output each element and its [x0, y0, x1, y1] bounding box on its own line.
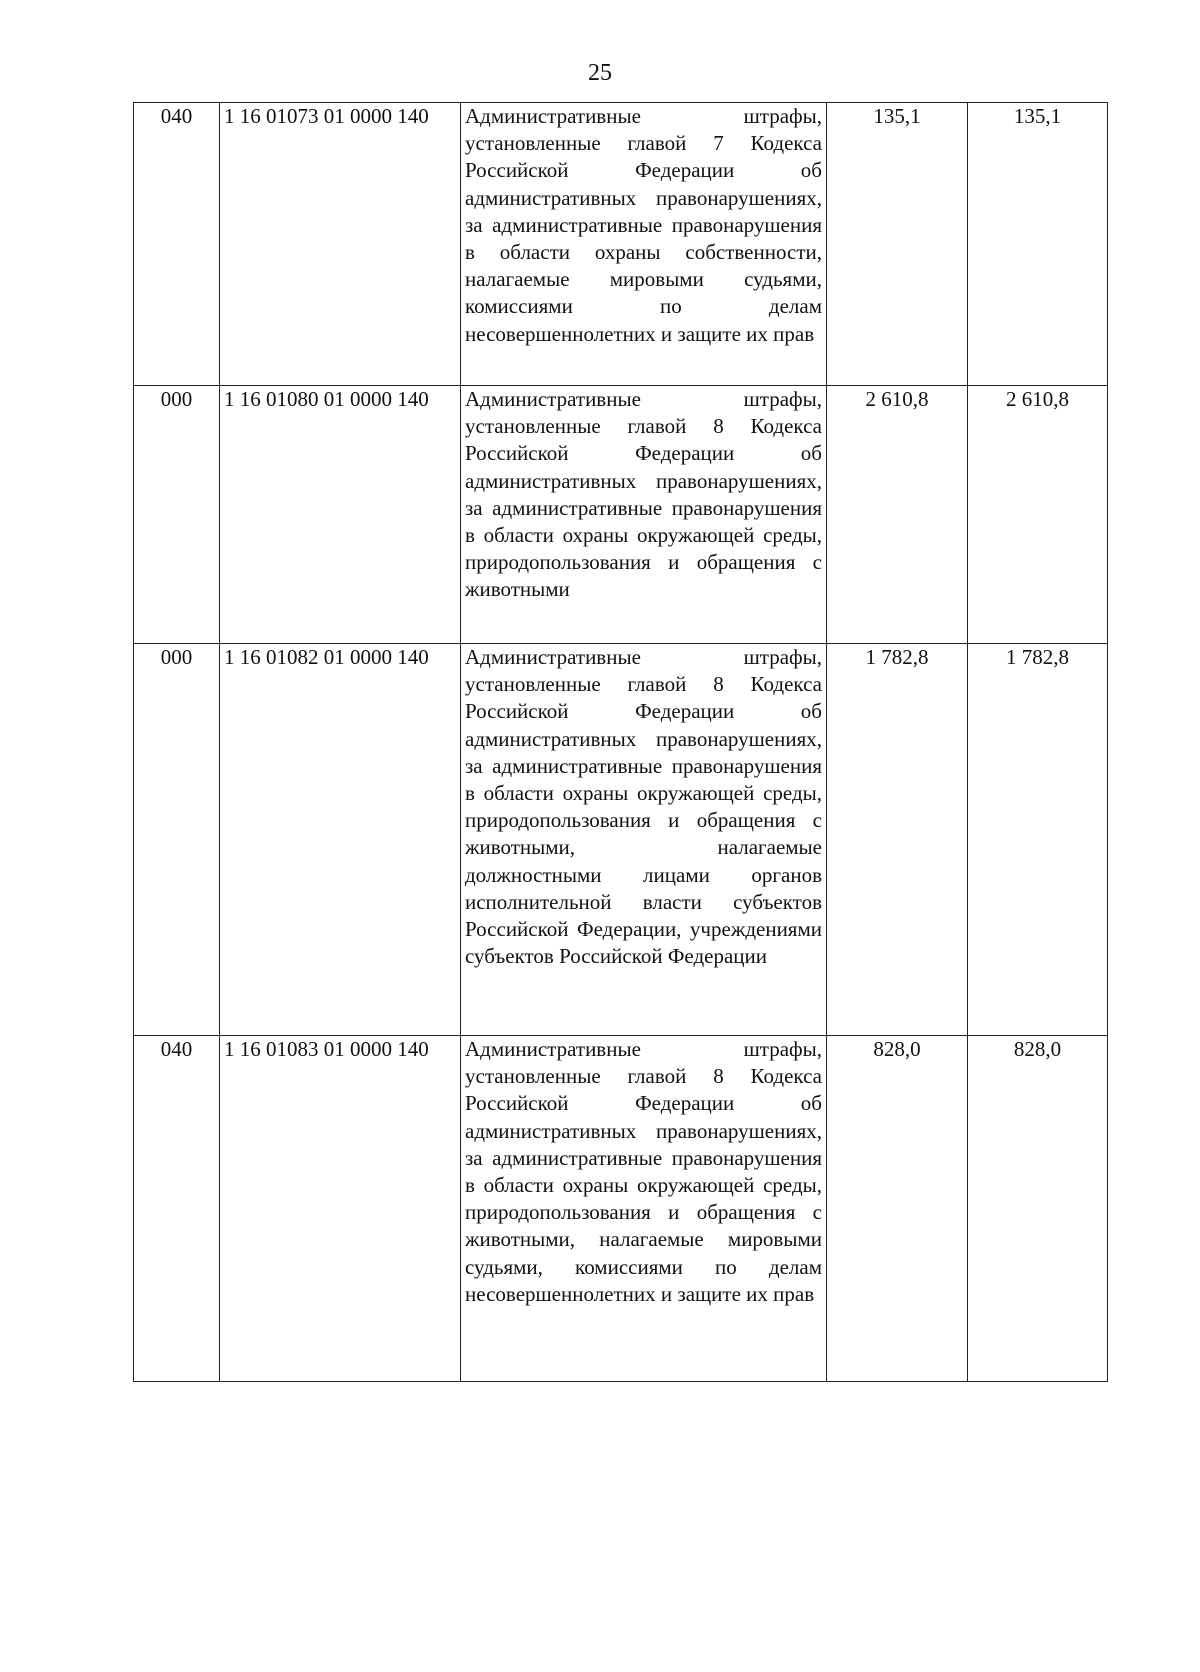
- description-cell: Административные штрафы, установленные главой 8 Кодекса Российской Федерации об административных правонарушениях, за административные правонарушения в области охраны окружающей среды, природопользования и обращения с животными, налагаемые мировыми судьями, комиссиями по делам несовершеннолетних и защите их прав: [461, 1036, 827, 1382]
- budget-code-cell: 1 16 01083 01 0000 140: [220, 1036, 461, 1382]
- description-cell: Административные штрафы, установленные главой 7 Кодекса Российской Федерации об административных правонарушениях, за административные правонарушения в области охраны собственности, налагаемые мировыми судьями, комиссиями по делам несовершеннолетних и защите их прав: [461, 103, 827, 386]
- value-1-cell: 1 782,8: [827, 644, 968, 1036]
- description-cell: Административные штрафы, установленные главой 8 Кодекса Российской Федерации об административных правонарушениях, за административные правонарушения в области охраны окружающей среды, природопользования и обращения с животными: [461, 386, 827, 644]
- admin-code-cell: 000: [134, 386, 220, 644]
- admin-code-cell: 040: [134, 103, 220, 386]
- table-row: [134, 1036, 1108, 1382]
- value-2-cell: 2 610,8: [968, 386, 1108, 644]
- page-number: 25: [588, 60, 612, 86]
- value-1-cell: 2 610,8: [827, 386, 968, 644]
- admin-code-cell: 000: [134, 644, 220, 1036]
- value-2-cell: 828,0: [968, 1036, 1108, 1382]
- table-row: [134, 386, 1108, 644]
- value-2-cell: 135,1: [968, 103, 1108, 386]
- budget-code-cell: 1 16 01082 01 0000 140: [220, 644, 461, 1036]
- value-2-cell: 1 782,8: [968, 644, 1108, 1036]
- budget-code-cell: 1 16 01073 01 0000 140: [220, 103, 461, 386]
- table-row: [134, 103, 1108, 386]
- table-row: [134, 644, 1108, 1036]
- description-cell: Административные штрафы, установленные главой 8 Кодекса Российской Федерации об административных правонарушениях, за административные правонарушения в области охраны окружающей среды, природопользования и обращения с животными, налагаемые должностными лицами органов исполнительной власти субъектов Российской Федерации, учреждениями субъектов Российской Федерации: [461, 644, 827, 1036]
- budget-code-cell: 1 16 01080 01 0000 140: [220, 386, 461, 644]
- value-1-cell: 828,0: [827, 1036, 968, 1382]
- value-1-cell: 135,1: [827, 103, 968, 386]
- budget-revenue-table: [133, 102, 1108, 1382]
- admin-code-cell: 040: [134, 1036, 220, 1382]
